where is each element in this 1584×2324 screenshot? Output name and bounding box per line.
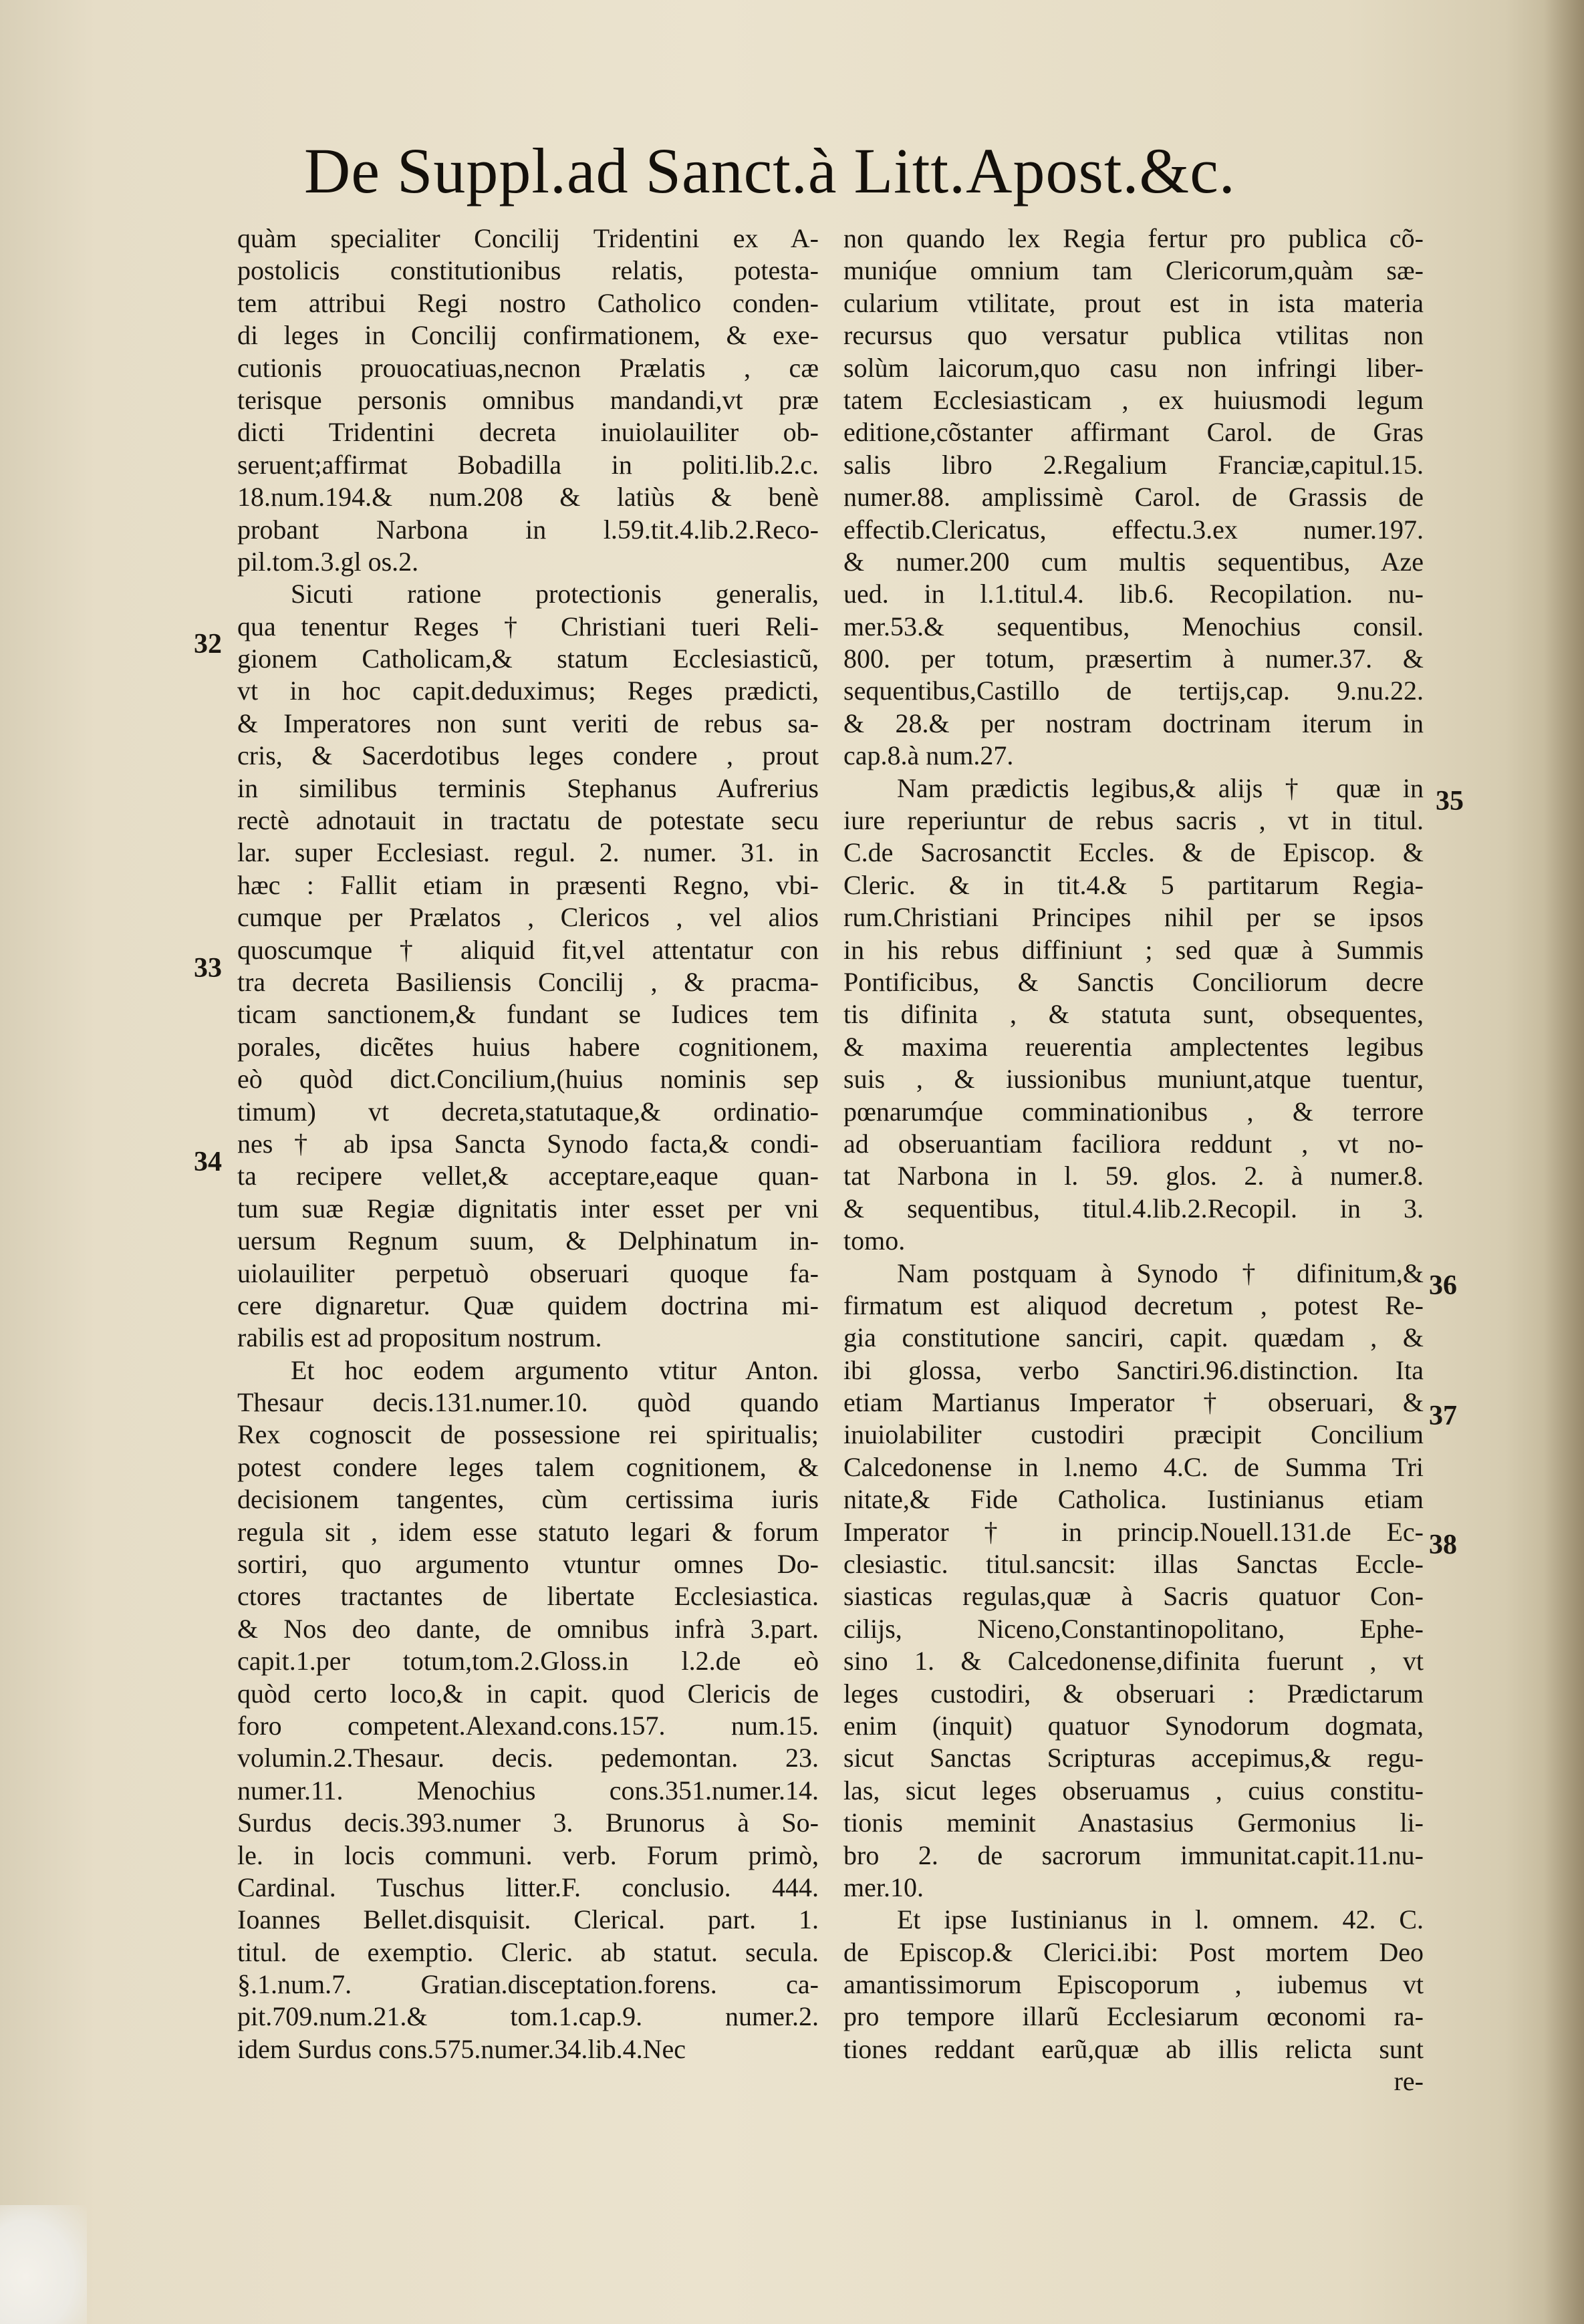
text-line-content: enim (inquit) quatuor Synodorum dogmata, [843,1710,1424,1741]
text-line-content: & maxima reuerentia amplectentes legibus [843,1031,1424,1062]
text-line-content: etiam Martianus Imperator † obseruari, & [843,1387,1424,1418]
text-line-content: firmatum est aliquod decretum , potest Re- [843,1290,1424,1320]
text-line [843,481,1424,513]
text-line-content: tionis meminit Anastasius Germonius li- [843,1807,1424,1838]
text-line-content: de Episcop.& Clerici.ibi: Post mortem Deo [843,1936,1424,1967]
text-line [843,611,1424,643]
text-line-content: iure reperiuntur de rebus sacris , vt in titul. [843,805,1424,836]
text-line-content: gia constitutione sanciri, capit. quædam , & [843,1322,1424,1353]
text-line [843,837,1424,869]
text-line [237,514,819,546]
text-line [237,1742,819,1774]
text-line-content: timum) vt decreta,statutaque,& ordinatio- [237,1096,819,1127]
text-line-content: in similibus terminis Stephanus Aufrerius [237,772,819,803]
text-line [237,1322,819,1354]
text-line-content: leges custodiri, & obseruari : Prædictarum [843,1678,1424,1709]
text-line [843,869,1424,901]
text-line [237,416,819,448]
text-line [843,998,1424,1030]
text-line-content: lar. super Ecclesiast. regul. 2. numer. 31. in [237,837,819,868]
text-line-content: in his rebus diffiniunt ; sed quæ à Summis [843,934,1424,965]
text-line-content: solùm laicorum,quo casu non infringi liber- [843,352,1424,383]
page-gutter-shadow [1544,0,1584,2324]
text-line-content: numer.11. Menochius cons.351.numer.14. [237,1775,819,1805]
text-line-content: ued. in l.1.titul.4. lib.6. Recopilation. nu- [843,579,1424,609]
text-line [843,1613,1424,1645]
text-line [237,1678,819,1710]
text-line-content: siasticas regulas,quæ à Sacris quatuor Con- [843,1581,1424,1612]
text-line [843,934,1424,966]
margin-number-34: 34 [194,1147,222,1177]
text-line [843,901,1424,933]
text-line [237,1451,819,1483]
text-line [843,675,1424,707]
text-line-content: ta recipere vellet,& acceptare,eaque quan- [237,1161,819,1191]
text-line-content: rabilis est ad propositum nostrum. [237,1322,602,1353]
text-line-content: vt in hoc capit.deduximus; Reges prædicti, [237,676,819,706]
text-line [237,2033,819,2065]
text-line-content: numer.88. amplissimè Carol. de Grassis de [843,482,1424,513]
text-line [843,287,1424,319]
text-line-content: suis , & iussionibus muniunt,atque tuentur, [843,1064,1424,1095]
text-line-content: pit.709.num.21.& tom.1.cap.9. numer.2. [237,2001,819,2032]
text-line [843,1645,1424,1677]
text-line-content: 800. per totum, præsertim à numer.37. & [843,643,1424,674]
text-line [843,1936,1424,1969]
text-line-content: probant Narbona in l.59.tit.4.lib.2.Reco- [237,514,819,545]
text-line-content: tem attribui Regi nostro Catholico conden- [237,287,819,318]
text-line [237,740,819,772]
text-line-content: §.1.num.7. Gratian.disceptation.forens. ca- [237,1969,819,2000]
text-line [843,449,1424,481]
text-line [237,481,819,513]
text-line-content: le. in locis communi. verb. Forum primò, [237,1840,819,1870]
text-line [237,1904,819,1936]
margin-number-35: 35 [1436,786,1464,817]
text-line [237,1936,819,1969]
text-line [843,643,1424,675]
text-line [843,319,1424,351]
text-line [843,1031,1424,1063]
page-damage-blot [0,2205,87,2324]
text-line-content: Et ipse Iustinianus in l. omnem. 42. C. [897,1904,1424,1935]
text-line [237,901,819,933]
text-line-content: sortiri, quo argumento vtuntur omnes Do- [237,1549,819,1580]
text-line-content: capit.1.per totum,tom.2.Gloss.in l.2.de eò [237,1646,819,1677]
text-line [237,1645,819,1677]
text-line [237,1613,819,1645]
text-line-content: regula sit , idem esse statuto legari & forum [237,1516,819,1547]
text-line [843,1225,1424,1257]
text-line-content: Pontificibus, & Sanctis Conciliorum decre [843,966,1424,997]
text-line [237,1516,819,1548]
text-line-content: effectib.Clericatus, effectu.3.ex numer.197. [843,514,1424,545]
text-line [237,546,819,578]
text-line [237,352,819,384]
text-line [843,1840,1424,1872]
text-line [237,255,819,287]
text-line [237,319,819,351]
text-line-content: qua tenentur Reges † Christiani tueri Reli- [237,611,819,641]
text-line-content: tat Narbona in l. 59. glos. 2. à numer.8. [843,1161,1424,1191]
text-line-content: quòd certo loco,& in capit. quod Clericis de [237,1678,819,1709]
text-line [843,1322,1424,1354]
text-line [237,1710,819,1742]
text-line-content: 18.num.194.& num.208 & latiùs & benè [237,482,819,513]
text-line-content: nitate,& Fide Catholica. Iustinianus etiam [843,1484,1424,1515]
text-line [237,1354,819,1387]
text-line-content: Ioannes Bellet.disquisit. Clerical. part. 1. [237,1904,819,1935]
text-line-content: C.de Sacrosanctit Eccles. & de Episcop. & [843,837,1424,868]
text-line-content: & 28.& per nostram doctrinam iterum in [843,708,1424,738]
text-line [237,1096,819,1128]
text-line [843,1258,1424,1290]
text-line-content: terisque personis omnibus mandandi,vt præ [237,384,819,415]
text-line [237,998,819,1030]
text-line [237,1193,819,1225]
text-line [843,805,1424,837]
text-line [237,1969,819,2001]
text-line-content: ibi glossa, verbo Sanctiri.96.distinction. Ita [843,1354,1424,1385]
text-line-content: cere dignaretur. Quæ quidem doctrina mi- [237,1290,819,1320]
text-line [843,1354,1424,1387]
text-line [237,1063,819,1095]
text-line-content: foro competent.Alexand.cons.157. num.15. [237,1710,819,1741]
text-line [237,1160,819,1192]
text-line [237,1872,819,1904]
text-line-content: Sicuti ratione protectionis generalis, [291,579,819,609]
text-line [843,255,1424,287]
text-line-content: gionem Catholicam,& statum Ecclesiasticũ, [237,643,819,674]
left-text-column [237,223,819,2065]
text-line-content: ad obseruantiam faciliora reddunt , vt no- [843,1128,1424,1159]
text-line-content: Et hoc eodem argumento vtitur Anton. [291,1354,819,1385]
text-line [843,2065,1424,2097]
text-line [843,966,1424,998]
text-line [237,287,819,319]
text-line-content: mer.53.& sequentibus, Menochius consil. [843,611,1424,641]
text-line [843,708,1424,740]
text-line [237,1483,819,1515]
text-line-content: rectè adnotauit in tractatu de potestate secu [237,805,819,836]
text-line [237,1580,819,1612]
text-line [237,1419,819,1451]
right-text-column [843,223,1424,2098]
text-line-content: amantissimorum Episcoporum , iubemus vt [843,1969,1424,2000]
text-line-content: Cardinal. Tuschus litter.F. conclusio. 444. [237,1872,819,1902]
text-line [237,675,819,707]
text-line [843,546,1424,578]
text-line-content: dicti Tridentini decreta inuiolauiliter ob- [237,417,819,448]
text-line [843,1063,1424,1095]
text-line-content: di leges in Concilij confirmationem, & exe- [237,320,819,351]
text-line [237,449,819,481]
text-line-content: decisionem tangentes, cùm certissima iuris [237,1484,819,1515]
text-line [843,1807,1424,1839]
text-line-content: sino 1. & Calcedonense,difinita fuerunt , vt [843,1646,1424,1677]
text-line [843,1160,1424,1192]
text-line [237,772,819,805]
text-line [237,1258,819,1290]
text-line-content: & numer.200 cum multis sequentibus, Aze [843,546,1424,577]
text-line-content: ctores tractantes de libertate Ecclesiastica. [237,1581,819,1612]
running-head: De Suppl.ad Sanct.à Litt.Apost.&c. [304,135,1236,206]
text-line-content: muniq́ue omnium tam Clericorum,quàm sæ- [843,255,1424,286]
text-line [237,708,819,740]
text-line [237,1387,819,1419]
text-line [237,1031,819,1063]
text-line-content: ticam sanctionem,& fundant se Iudices tem [237,999,819,1030]
text-line-content: clesiastic. titul.sancsit: illas Sanctas Eccle- [843,1549,1424,1580]
text-line [843,2001,1424,2033]
text-line [843,772,1424,805]
text-line [237,966,819,998]
text-line-content: Calcedonense in l.nemo 4.C. de Summa Tri [843,1451,1424,1482]
text-line-content: seruent;affirmat Bobadilla in politi.lib.2.c. [237,449,819,480]
text-line [237,934,819,966]
text-line-content: re- [1394,2066,1424,2097]
text-line [843,1678,1424,1710]
text-line-content: titul. de exemptio. Cleric. ab statut. secula. [237,1936,819,1967]
text-line-content: bro 2. de sacrorum immunitat.capit.11.nu- [843,1840,1424,1870]
text-line-content: nes † ab ipsa Sancta Synodo facta,& condi- [237,1128,819,1159]
text-line-content: postolicis constitutionibus relatis, potesta- [237,255,819,286]
margin-number-37: 37 [1429,1401,1457,1431]
text-line [843,1193,1424,1225]
text-line-content: cutionis prouocatiuas,necnon Prælatis , cæ [237,352,819,383]
text-line [843,1290,1424,1322]
text-line [843,1483,1424,1515]
text-line [843,1387,1424,1419]
text-line-content: volumin.2.Thesaur. decis. pedemontan. 23. [237,1743,819,1773]
text-line-content: Surdus decis.393.numer 3. Brunorus à So- [237,1807,819,1838]
text-line-content: Nam postquam à Synodo † difinitum,& [897,1258,1424,1288]
text-line-content: uiolauiliter perpetuò obseruari quoque fa- [237,1258,819,1288]
text-line [237,1807,819,1839]
text-line [237,805,819,837]
text-line-content: idem Surdus cons.575.numer.34.lib.4.Nec [237,2033,686,2064]
text-line [237,1128,819,1160]
text-line-content: & Nos deo dante, de omnibus infrà 3.part. [237,1613,819,1644]
text-line [843,1872,1424,1904]
text-line [237,611,819,643]
text-line-content: tis difinita , & statuta sunt, obsequentes, [843,999,1424,1030]
text-line-content: quoscumque † aliquid fit,vel attentatur con [237,934,819,965]
text-line [237,837,819,869]
text-line-content: las, sicut leges obseruamus , cuius constitu- [843,1775,1424,1805]
text-line-content: cilijs, Niceno,Constantinopolitano, Ephe- [843,1613,1424,1644]
text-line-content: inuiolabiliter custodiri præcipit Concilium [843,1419,1424,1450]
text-line [843,2033,1424,2065]
margin-number-33: 33 [194,953,222,984]
text-line-content: quàm specialiter Concilij Tridentini ex A- [237,223,819,253]
text-line-content: tomo. [843,1225,906,1256]
text-line-content: cris, & Sacerdotibus leges condere , prout [237,740,819,771]
text-line [843,416,1424,448]
margin-number-36: 36 [1429,1270,1457,1301]
text-line [237,223,819,255]
text-line-content: pro tempore illarũ Ecclesiarum œconomi ra- [843,2001,1424,2032]
text-line [843,1969,1424,2001]
text-line [237,643,819,675]
text-line-content: sequentibus,Castillo de tertijs,cap. 9.nu.22. [843,676,1424,706]
text-line-content: recursus quo versatur publica vtilitas non [843,320,1424,351]
text-line-content: pœnarumq́ue comminationibus , & terrore [843,1096,1424,1127]
text-line-content: porales, dicẽtes huius habere cognitionem, [237,1031,819,1062]
text-line-content: cumque per Prælatos , Clericos , vel alios [237,902,819,933]
text-line [843,740,1424,772]
text-line-content: Thesaur decis.131.numer.10. quòd quando [237,1387,819,1418]
text-line-content: tra decreta Basiliensis Concilij , & pracma- [237,966,819,997]
margin-number-32: 32 [194,629,222,660]
text-line [843,1548,1424,1580]
text-line [843,1419,1424,1451]
text-line [843,514,1424,546]
text-line-content: non quando lex Regia fertur pro publica cõ- [843,223,1424,253]
text-line-content: Nam prædictis legibus,& alijs † quæ in [897,772,1424,803]
text-line-content: salis libro 2.Regalium Franciæ,capitul.15. [843,449,1424,480]
text-line [843,352,1424,384]
text-line [843,1096,1424,1128]
text-line-content: sicut Sanctas Scripturas accepimus,& regu- [843,1743,1424,1773]
text-line [237,384,819,416]
text-line-content: potest condere leges talem cognitionem, & [237,1451,819,1482]
text-line-content: eò quòd dict.Concilium,(huius nominis sep [237,1064,819,1095]
text-line [237,578,819,610]
text-line [843,1742,1424,1774]
text-line [237,1775,819,1807]
text-line [237,1548,819,1580]
text-line-content: & sequentibus, titul.4.lib.2.Recopil. in 3. [843,1193,1424,1223]
text-line-content: Rex cognoscit de possessione rei spiritualis; [237,1419,819,1450]
text-line-content: editione,cõstanter affirmant Carol. de Gras [843,417,1424,448]
text-line-content: tatem Ecclesiasticam , ex huiusmodi legum [843,384,1424,415]
text-line [843,223,1424,255]
text-line-content: tiones reddant earũ,quæ ab illis relicta sunt [843,2033,1424,2064]
text-line-content: mer.10. [843,1872,924,1902]
text-line-content: pil.tom.3.gl os.2. [237,546,419,577]
text-line [843,384,1424,416]
text-line [843,1580,1424,1612]
text-line-content: & Imperatores non sunt veriti de rebus sa- [237,708,819,738]
text-line-content: Imperator † in princip.Nouell.131.de Ec- [843,1516,1424,1547]
margin-number-38: 38 [1429,1530,1457,1560]
text-line [237,1290,819,1322]
text-line [843,1516,1424,1548]
text-line-content: rum.Christiani Principes nihil per se ipsos [843,902,1424,933]
text-line [237,869,819,901]
text-line [237,1840,819,1872]
text-line [843,1128,1424,1160]
text-line-content: tum suæ Regiæ dignitatis inter esset per vni [237,1193,819,1223]
text-line [843,578,1424,610]
text-line [237,1225,819,1257]
text-line [843,1775,1424,1807]
text-line-content: hæc : Fallit etiam in præsenti Regno, vbi- [237,869,819,900]
text-line [843,1451,1424,1483]
text-line-content: cularium vtilitate, prout est in ista materia [843,287,1424,318]
text-line-content: uersum Regnum suum, & Delphinatum in- [237,1225,819,1256]
text-line-content: Cleric. & in tit.4.& 5 partitarum Regia- [843,869,1424,900]
text-line-content: cap.8.à num.27. [843,740,1014,771]
text-line [237,2001,819,2033]
text-line [843,1710,1424,1742]
text-line [843,1904,1424,1936]
